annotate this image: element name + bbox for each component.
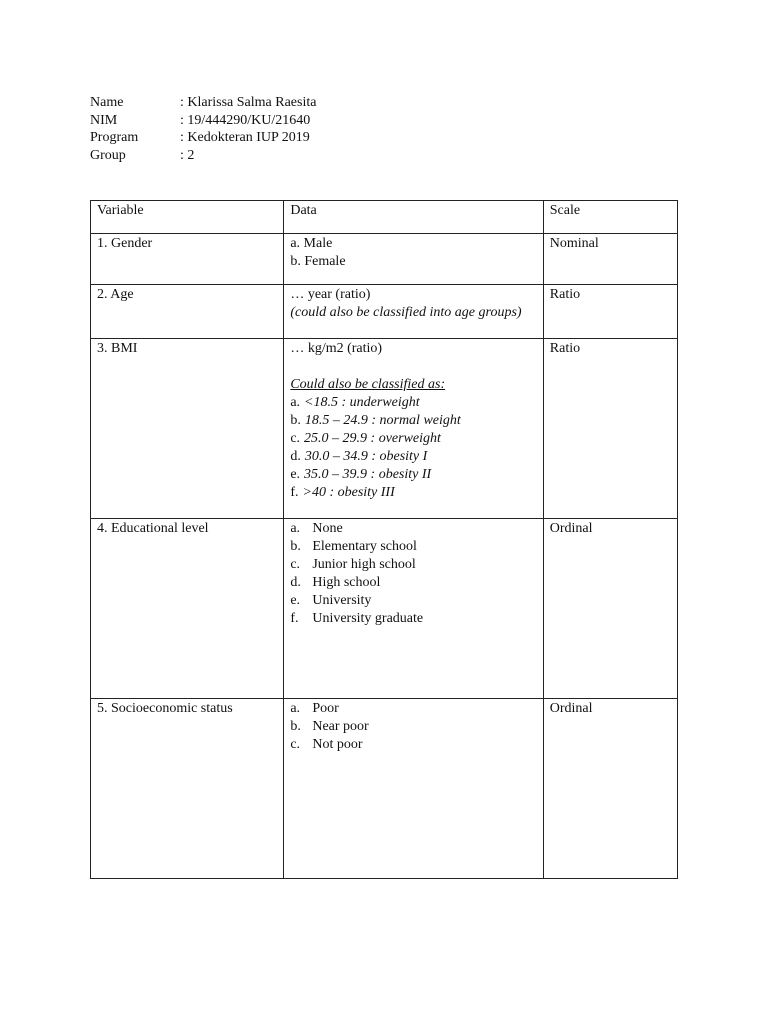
socio-data bbox=[284, 699, 543, 879]
program-row bbox=[90, 129, 316, 147]
table-row-bmi bbox=[91, 339, 678, 519]
table-row-gender bbox=[91, 234, 678, 285]
age-variable: 2. Age bbox=[91, 285, 284, 339]
name-label: Name bbox=[90, 95, 124, 110]
gender-variable: 1. Gender bbox=[91, 234, 284, 285]
list-item: f. University graduate bbox=[290, 611, 424, 626]
gender-scale: Nominal bbox=[543, 234, 677, 285]
bmi-data bbox=[284, 339, 543, 519]
name-row bbox=[90, 94, 316, 112]
table-row-socio bbox=[91, 699, 678, 879]
name-value: : Klarissa Salma Raesita bbox=[180, 94, 316, 112]
list-item: a. None bbox=[290, 521, 343, 536]
list-item: a. Male bbox=[290, 236, 333, 251]
list-item: b. Elementary school bbox=[290, 539, 417, 554]
bmi-scale: Ratio bbox=[543, 339, 677, 519]
group-value: : 2 bbox=[180, 147, 194, 165]
list-item: d. 30.0 – 34.9 : obesity I bbox=[290, 449, 428, 464]
list-item: c. Junior high school bbox=[290, 557, 416, 572]
list-item: f. >40 : obesity III bbox=[290, 485, 395, 500]
age-data-line: … year (ratio) bbox=[290, 287, 371, 302]
list-item: b. Female bbox=[290, 254, 346, 269]
education-variable: 4. Educational level bbox=[91, 519, 284, 699]
bmi-data-line: … kg/m2 (ratio) bbox=[290, 341, 383, 356]
nim-row bbox=[90, 112, 316, 130]
program-label: Program bbox=[90, 130, 139, 146]
bmi-variable: 3. BMI bbox=[91, 339, 284, 519]
list-item: e. University bbox=[290, 593, 372, 608]
header-data: Data bbox=[284, 201, 543, 234]
variables-table bbox=[90, 200, 678, 879]
table-row-age bbox=[91, 285, 678, 339]
nim-label: NIM bbox=[90, 112, 118, 128]
list-item: c. 25.0 – 29.9 : overweight bbox=[290, 431, 441, 446]
education-scale: Ordinal bbox=[543, 519, 677, 699]
list-item: a. <18.5 : underweight bbox=[290, 395, 420, 410]
header-variable: Variable bbox=[91, 201, 284, 234]
table-row-education bbox=[91, 519, 678, 699]
age-note: (could also be classified into age groups) bbox=[290, 305, 522, 320]
list-item: b. Near poor bbox=[290, 719, 369, 734]
education-data bbox=[284, 519, 543, 699]
list-item: d. High school bbox=[290, 575, 381, 590]
list-item: b. 18.5 – 24.9 : normal weight bbox=[290, 413, 461, 428]
list-item: e. 35.0 – 39.9 : obesity II bbox=[290, 467, 432, 482]
socio-scale: Ordinal bbox=[543, 699, 677, 879]
age-scale: Ratio bbox=[543, 285, 677, 339]
socio-variable: 5. Socioeconomic status bbox=[91, 699, 284, 879]
header-scale: Scale bbox=[543, 201, 677, 234]
age-data bbox=[284, 285, 543, 339]
table-header-row bbox=[91, 201, 678, 234]
student-info bbox=[90, 94, 316, 164]
group-label: Group bbox=[90, 147, 126, 163]
list-item: a. Poor bbox=[290, 701, 339, 716]
nim-value: : 19/444290/KU/21640 bbox=[180, 112, 310, 130]
group-row bbox=[90, 147, 316, 165]
list-item: c. Not poor bbox=[290, 737, 363, 752]
program-value: : Kedokteran IUP 2019 bbox=[180, 129, 310, 147]
gender-data bbox=[284, 234, 543, 285]
bmi-classified-label: Could also be classified as: bbox=[290, 377, 446, 392]
